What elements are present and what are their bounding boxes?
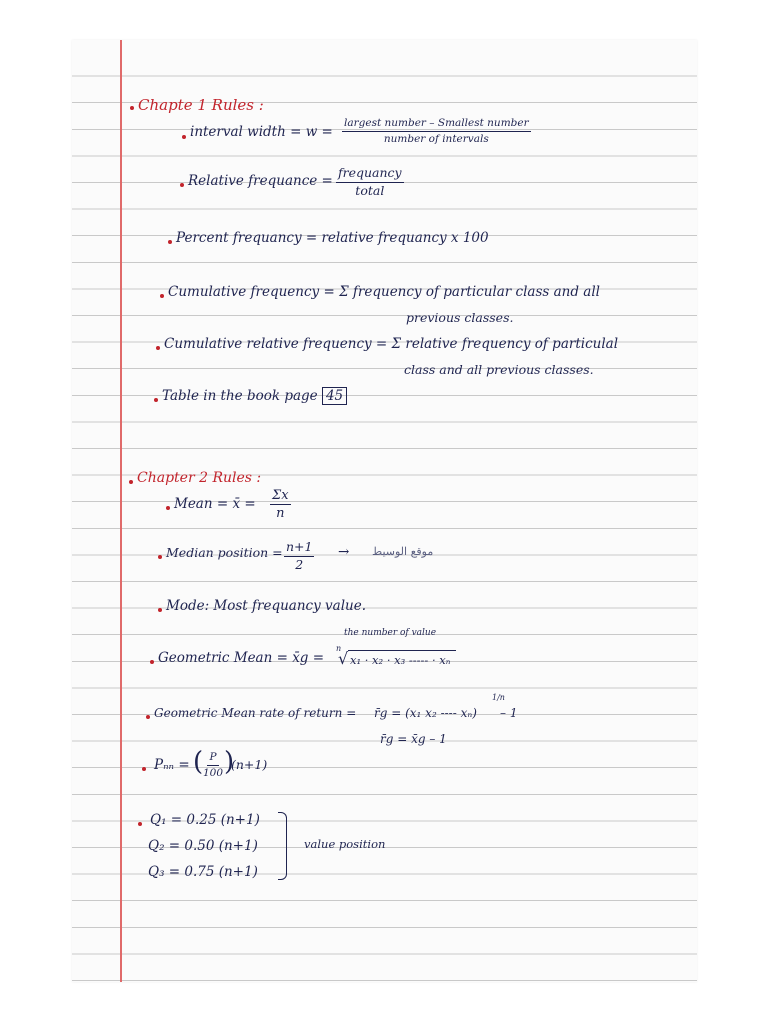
geometric-mean-annotation: the number of value [344,628,437,638]
interval-width-fraction [342,118,531,144]
mode: Mode: Most frequancy value. [166,598,366,614]
notebook-page [72,40,697,982]
quartile-q2: Q₂ = 0.50 (n+1) [148,838,258,854]
radical-icon: √ [338,649,349,668]
bullet-dot [129,480,133,484]
geometric-mean-rate-line2: r̄g = x̄g – 1 [380,732,447,746]
bullet-dot [168,240,172,244]
interval-width-lhs: interval width = w = [190,124,333,140]
quartiles-label: value position [304,837,386,851]
bullet-dot [146,715,150,719]
interval-width-denominator: number of intervals [383,132,489,145]
mean-lhs: Mean = x̄ = [174,496,256,512]
bullet-dot [130,106,134,110]
cumulative-frequency-line2: previous classes. [406,310,514,325]
percentile-rhs: (n+1) [231,757,268,772]
bullet-dot [180,183,184,187]
mean-fraction [270,489,291,520]
relative-frequency-fraction [336,167,404,197]
geometric-mean-rate-exponent: 1/n [492,693,505,702]
geometric-mean-rate-lhs: Geometric Mean rate of return = [154,706,357,720]
chapter1-title: Chapte 1 Rules : [138,96,264,114]
cumulative-frequency-line1: Cumulative frequency = Σ frequency of particular class and all [168,284,600,300]
quartile-q3: Q₃ = 0.75 (n+1) [148,864,258,880]
margin-line [120,40,122,982]
bracket-icon [278,812,287,880]
bullet-dot [160,294,164,298]
median-lhs: Median position = [166,545,283,560]
bullet-dot [158,555,162,559]
bullet-dot [166,506,170,510]
percentile-lhs: Pₙₙ = [154,757,190,773]
bullet-dot [158,608,162,612]
close-paren-icon: ) [224,747,235,777]
chapter2-title: Chapter 2 Rules : [137,470,262,486]
percent-frequency: Percent frequancy = relative frequancy x 100 [176,230,489,246]
geometric-mean-lhs: Geometric Mean = x̄g = [158,650,325,666]
open-paren-icon: ( [193,747,204,777]
table-note [162,390,347,404]
mean-denominator: n [276,506,285,521]
percentile-fraction [203,752,223,778]
bullet-dot [156,346,160,350]
percentile-denominator: 100 [203,766,224,779]
cumulative-relative-frequency-line2: class and all previous classes. [404,362,594,377]
median-numerator: n+1 [284,541,314,557]
median-note: موقع الوسيط [372,545,434,558]
median-denominator: 2 [295,556,304,572]
percentile-numerator: P [207,752,218,766]
geometric-mean-rate-line1: r̄g = (x₁ x₂ ---- xₙ) [374,706,477,720]
relative-frequency-lhs: Relative frequance = [188,173,333,189]
bullet-dot [182,135,186,139]
geometric-mean-rate-minus: – 1 [500,706,518,720]
cumulative-relative-frequency-line1: Cumulative relative frequency = Σ relative frequency of particulal [164,336,619,352]
arrow-icon: → [338,544,350,560]
geometric-mean-root-index: n [336,644,342,653]
table-note-text: Table in the book page [162,388,318,404]
bullet-dot [150,660,154,664]
mean-numerator: Σx [272,488,289,503]
bullet-dot [154,398,158,402]
relative-frequency-denominator: total [355,182,385,198]
relative-frequency-numerator: frequancy [336,167,404,183]
bullet-dot [142,767,146,771]
table-page-number: 45 [322,387,347,405]
quartile-q1: Q₁ = 0.25 (n+1) [150,812,260,828]
median-fraction [284,541,314,571]
interval-width-numerator: largest number – Smallest number [342,118,531,132]
geometric-mean-radicand: x₁ · x₂ · x₃ ----- · xₙ [350,653,451,667]
bullet-dot [138,822,142,826]
radical-bar [348,650,456,651]
